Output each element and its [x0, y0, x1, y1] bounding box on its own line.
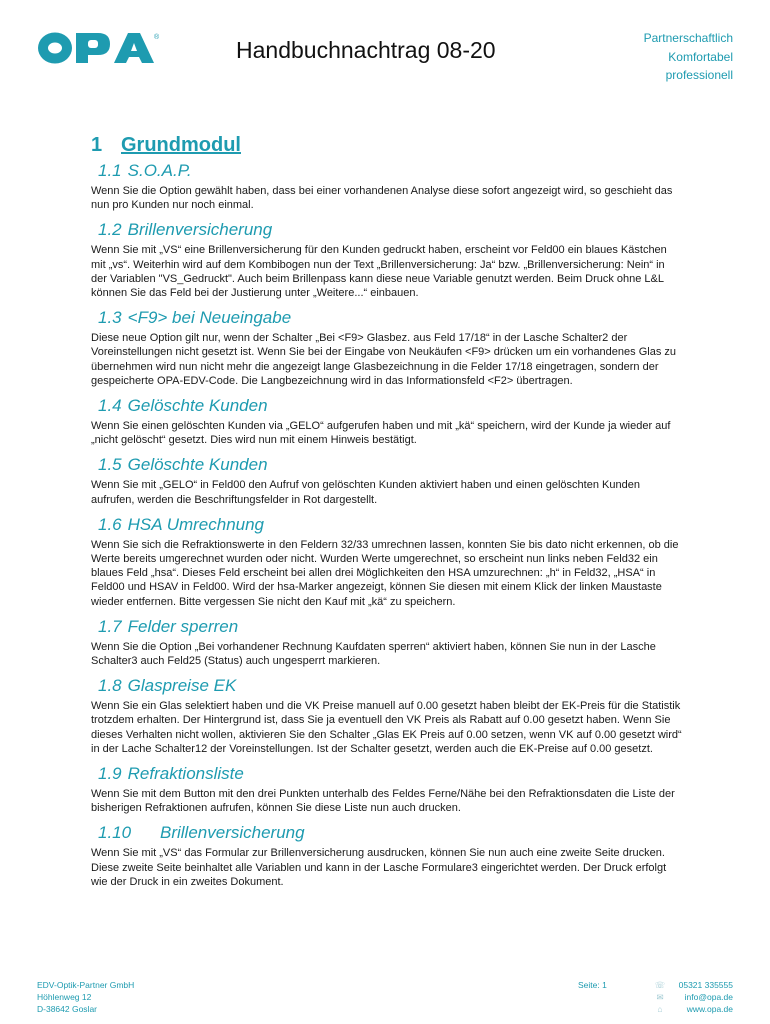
page-header: [0, 0, 770, 100]
section-text: Wenn Sie mit „VS“ eine Brillenversicherung für den Kunden gedruckt haben, erscheint vor Feld00 ein blaues Kästchen mit „vs“. Weiterhin wird auf dem Kombibogen nun der Text „Brillenversicherung: Ja“ bzw. „Brillenversicherung: Nein“ in der Variablen "VS_Gedruckt". Auch beim Brillenpass kann diese neue Variable genutzt werden. Beim Druck ohne L&L können Sie das Feld bei der Justierung unter „Weitere...“ einbauen.: [91, 244, 667, 300]
section-title: Brillenversicherung: [160, 823, 305, 843]
section-text: Diese neue Option gilt nur, wenn der Schalter „Bei <F9> Glasbez. aus Feld 17/18“ in der Lasche Schalter2 der Voreinstellungen nicht gesetzt ist. Wenn Sie bei der Eingabe von Neukäufen <F9> drücken um ein vorhandenes Glas zu übernehmen wird nun nicht mehr die angezeigt lange Glasbezeichnung in die Felder 17/18 eingetragen, sondern der gespeicherte OPA-EDV-Code. Die Langbezeichnung wird in das Informationsfeld <F2> übertragen.: [91, 332, 676, 387]
section-text: Wenn Sie mit „GELO“ in Feld00 den Aufruf von gelöschten Kunden aktiviert haben und einen gelöschten Kunden aufrufen, werden die Beschriftungsfelder in Rot dargestellt.: [91, 479, 640, 506]
slogan-line: Komfortabel: [668, 49, 733, 64]
chapter-title: Grundmodul: [121, 134, 241, 156]
slogan-line: professionell: [665, 68, 733, 82]
section-title: HSA Umrechnung: [127, 514, 265, 534]
section-heading: [98, 823, 683, 843]
footer-email[interactable]: info@opa.de: [684, 992, 733, 1002]
registered-mark: ®: [154, 34, 160, 41]
section-number: 1.7: [98, 616, 122, 636]
document-title: Handbuchnachtrag 08-20: [236, 37, 496, 63]
section-text: Wenn Sie die Option „Bei vorhandener Rechnung Kaufdaten sperren“ aktiviert haben, können Sie nun in der Lasche Schalter3 auch Feld25 (Status) auch ungesperrt markieren.: [91, 640, 656, 668]
section-title: Refraktionsliste: [127, 764, 244, 784]
section-text: Wenn Sie sich die Refraktionswerte in den Feldern 32/33 umrechnen lassen, konnten Sie bis dato nicht erkennen, ob die Werte bereits umgerechnet wurden oder nicht. Wurden Werte umgerechnet, so erscheint nun links neben Feld32 ein blaues Feld „hsa“. Dieses Feld erscheint bei allen drei Möglichkeiten den HSA umzurechnen: „h“ in Feld32, „HSA“ in Feld00 und HSAV in Feld00. Wird der hsa-Marker angezeigt, können Sie diesen mit einem Klick der linken Maustaste wieder entfernen. Bitte vergessen Sie nicht den Kauf mit „kä“ zu speichern.: [91, 538, 679, 608]
section-title: Gelöschte Kunden: [127, 396, 268, 416]
phone-icon: ☏: [654, 980, 666, 990]
section-text: Wenn Sie die Option gewählt haben, dass bei einer vorhandenen Analyse diese sofort angezeigt wird, so geschieht das nun pro Kunden nur noch einmal.: [91, 185, 673, 212]
section-number: 1.8: [98, 676, 122, 696]
chapter-heading: [91, 134, 683, 157]
section-heading: [98, 764, 683, 784]
section-heading: [98, 396, 683, 416]
section-title: Felder sperren: [127, 616, 239, 636]
footer-company: EDV-Optik-Partner GmbH: [37, 980, 135, 990]
section-number: 1.1: [98, 161, 122, 180]
footer-address: [37, 979, 134, 1015]
chapter-number: 1: [91, 134, 103, 156]
main-content: [91, 134, 683, 889]
footer-street: Höhlenweg 12: [37, 992, 92, 1002]
footer-web[interactable]: www.opa.de: [686, 1004, 733, 1014]
section-title: S.O.A.P.: [127, 161, 192, 180]
page-number: Seite: 1: [578, 980, 607, 990]
section-text: Wenn Sie mit „VS“ das Formular zur Brillenversicherung ausdrucken, können Sie nun auch eine zweite Seite drucken. Diese zweite Seite beinhaltet alle Variablen und kann in der Lasche Formulare3 eingerichtet werden. Der Druck erfolgt wie der Druck in ein zweites Dokument.: [91, 847, 667, 888]
section-title: Gelöschte Kunden: [127, 455, 268, 475]
page-footer: [0, 975, 770, 1015]
section-heading: [98, 617, 683, 637]
email-icon: ✉: [656, 992, 664, 1002]
section-number: 1.4: [98, 396, 122, 416]
section-text: Wenn Sie ein Glas selektiert haben und die VK Preise manuell auf 0.00 gesetzt haben bleibt der EK-Preis für die Statistik trotzdem erhalten. Der Hintergrund ist, dass Sie ja eventuell den VK Preis als Rabatt auf 0.00 gesetzt haben. Wenn Sie dieses Verhalten nicht wollen, aktivieren Sie den Schalter „Glas EK Preis auf 0.00 setzen, wenn VK auf 0.00 gesetzt wird“ in der Lache Schalter12 der Voreinstellungen. Ist der Schalter gesetzt, werden auch die EK-Preise auf 0.00 gesetzt.: [91, 700, 682, 755]
section-number: 1.2: [98, 220, 122, 240]
footer-phone: 05321 335555: [678, 980, 733, 990]
section-number: 1.5: [98, 455, 122, 475]
section-number: 1.9: [98, 764, 122, 784]
opa-logo: [36, 30, 160, 66]
section-heading: [98, 161, 683, 181]
footer-icons: [654, 979, 666, 1015]
section-number: 1.3: [98, 308, 122, 328]
slogan-line: Partnerschaftlich: [643, 31, 733, 45]
section-heading: [98, 515, 683, 535]
section-number: 1.10: [98, 823, 132, 843]
section-title: <F9> bei Neueingabe: [127, 308, 292, 328]
section-heading: [98, 220, 683, 240]
section-title: Brillenversicherung: [127, 220, 273, 240]
section-heading: [98, 308, 683, 328]
footer-contact: [679, 979, 733, 1015]
section-title: Glaspreise EK: [127, 676, 237, 696]
slogan: [644, 29, 733, 85]
web-icon: ⌂: [657, 1004, 663, 1014]
section-heading: [98, 676, 683, 696]
section-number: 1.6: [98, 514, 122, 534]
section-text: Wenn Sie einen gelöschten Kunden via „GELO“ aufgerufen haben und mit „kä“ speichern, wird der Kunde ja wieder auf „nicht gelöscht“ gesetzt. Dies wird nun mit einem Hinweis bestätigt.: [91, 420, 671, 447]
section-heading: [98, 455, 683, 475]
section-text: Wenn Sie mit dem Button mit den drei Punkten unterhalb des Feldes Ferne/Nähe bei den Refraktionsdaten die Liste der bisherigen Refraktionen aufrufen, können Sie diese Liste nun auch drucken.: [91, 788, 675, 815]
footer-city: D-38642 Goslar: [37, 1004, 98, 1014]
